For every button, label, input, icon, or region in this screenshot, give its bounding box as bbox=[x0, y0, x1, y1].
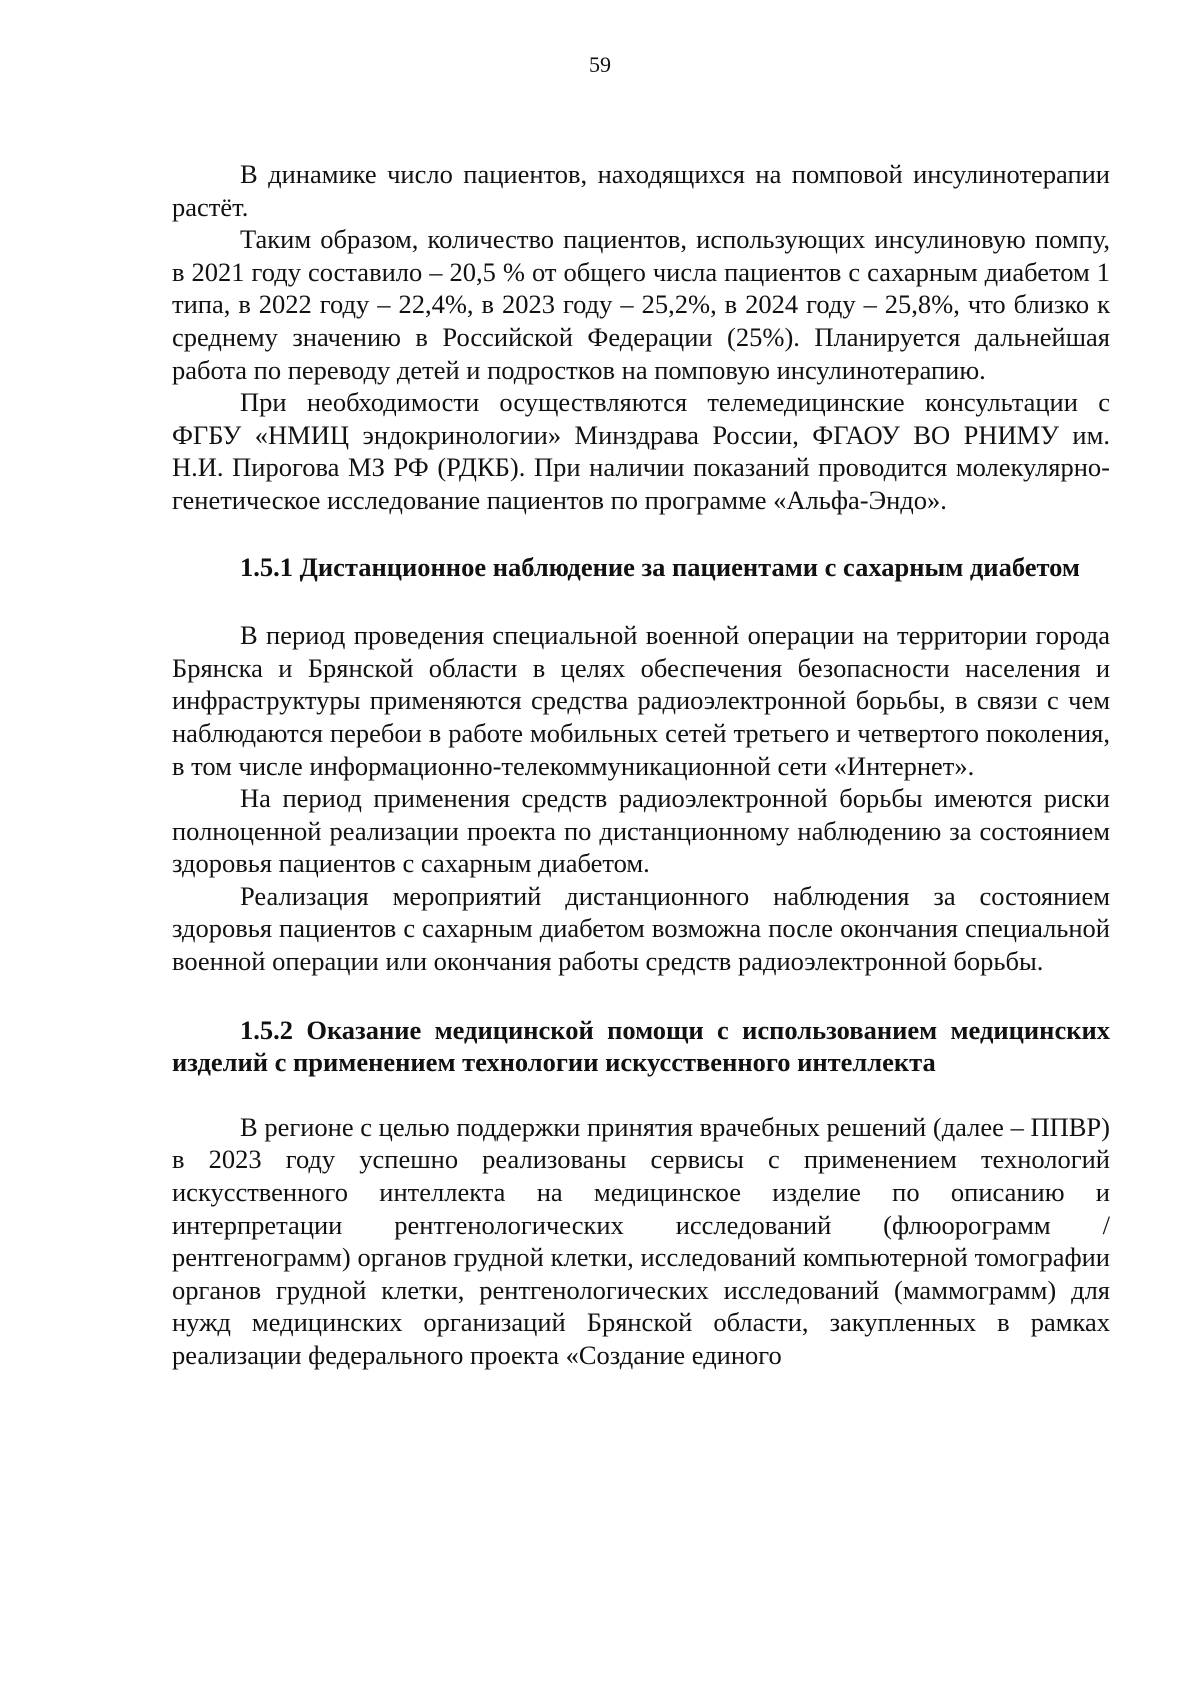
paragraph-pump-dynamics: В динамике число пациентов, находящихся на помповой инсулинотерапии растёт. bbox=[172, 159, 1110, 222]
paragraph-ew-interference: В период проведения специальной военной операции на территории города Брянска и Брянской области в целях обеспечения безопасности населения и инфраструктуры применяются средства радиоэлектронной борьбы, в связи с чем наблюдаются перебои в работе мобильных сетей третьего и четвертого поколения, в том числе информационно-телекоммуникационной сети «Интернет». bbox=[172, 620, 1110, 781]
page-content bbox=[172, 158, 1110, 1372]
paragraph-ai-services: В регионе с целью поддержки принятия врачебных решений (далее – ППВР) в 2023 году успешно реализованы сервисы с применением технологий искусственного интеллекта на медицинское изделие по описанию и интерпретации рентгенологических исследований (флюорограмм / рентгенограмм) органов грудной клетки, исследований компьютерной томографии органов грудной клетки, рентгенологических исследований (маммограмм) для нужд медицинских организаций Брянской области, закупленных в рамках реализации федерального проекта «Создание единого bbox=[172, 1111, 1110, 1370]
section-heading-1-5-1: 1.5.1 Дистанционное наблюдение за пациентами с сахарным диабетом bbox=[240, 551, 1080, 582]
paragraph-pump-statistics: Таким образом, количество пациентов, использующих инсулиновую помпу, в 2021 году составило – 20,5 % от общего числа пациентов с сахарным диабетом 1 типа, в 2022 году – 22,4%, в 2023 году – 25,2%, в 2024 году – 25,8%, что близко к среднему значению в Российской Федерации (25%). Планируется дальнейшая работа по переводу детей и подростков на помповую инсулинотерапию. bbox=[172, 224, 1110, 385]
paragraph-remote-monitoring-risks: На период применения средств радиоэлектронной борьбы имеются риски полноценной реализации проекта по дистанционному наблюдению за состоянием здоровья пациентов с сахарным диабетом. bbox=[172, 783, 1110, 879]
paragraph-telemedicine: При необходимости осуществляются телемедицинские консультации с ФГБУ «НМИЦ эндокринологии» Минздрава России, ФГАОУ ВО РНИМУ им. Н.И. Пирогова МЗ РФ (РДКБ). При наличии показаний проводится молекулярно-генетическое исследование пациентов по программе «Альфа-Эндо». bbox=[172, 387, 1110, 515]
paragraph-remote-monitoring-implementation: Реализация мероприятий дистанционного наблюдения за состоянием здоровья пациентов с сахарным диабетом возможна после окончания специальной военной операции или окончания работы средств радиоэлектронной борьбы. bbox=[172, 880, 1110, 977]
section-heading-1-5-2: 1.5.2 Оказание медицинской помощи с использованием медицинских изделий с применением технологии искусственного интеллекта bbox=[172, 1014, 1110, 1078]
page-number: 59 bbox=[589, 52, 611, 77]
